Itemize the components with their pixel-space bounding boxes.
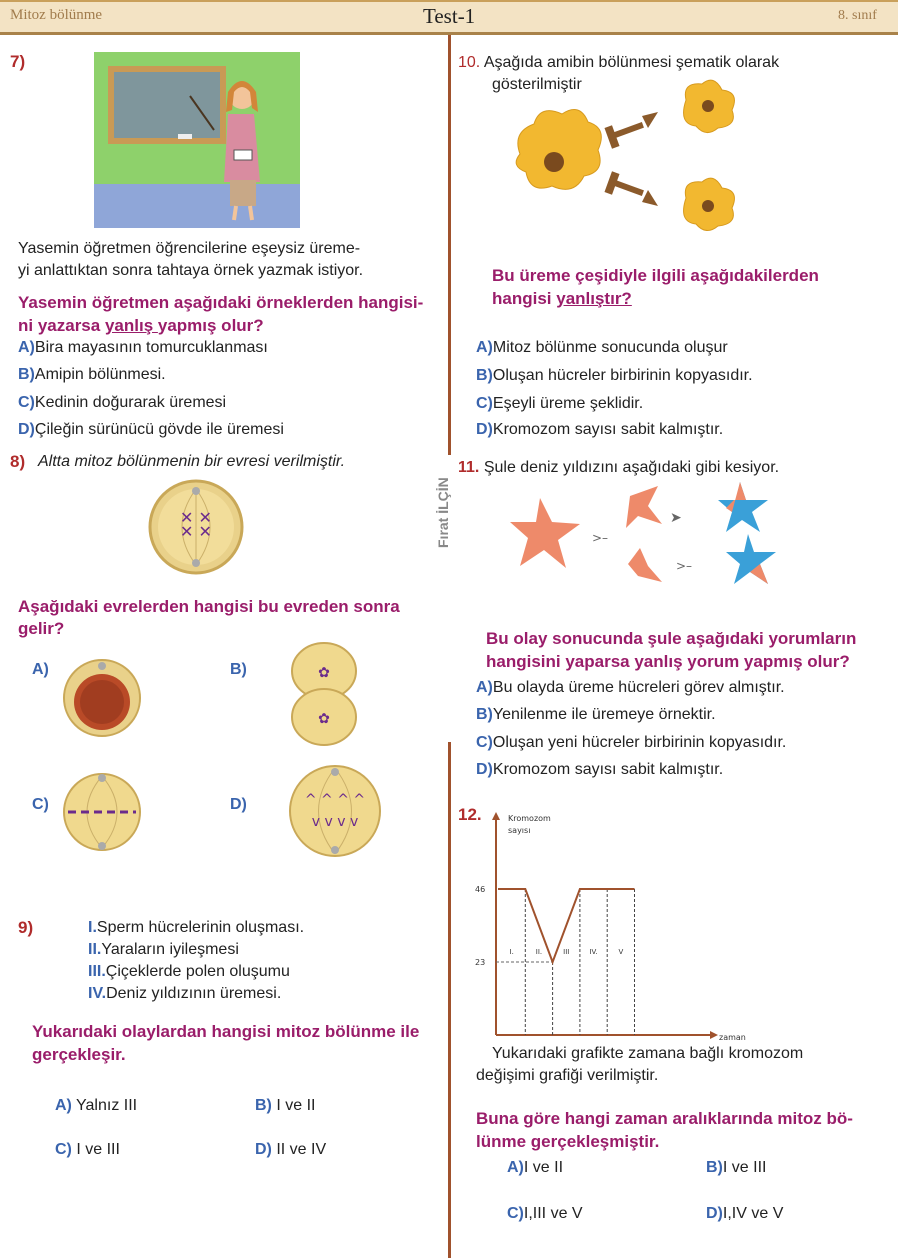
q11-question-1: Bu olay sonucunda şule aşağıdaki yorumların <box>486 629 857 648</box>
q8-number: 8) <box>10 452 26 471</box>
chart-interval-label: II. <box>535 948 543 956</box>
starfish-regeneration-image <box>510 478 780 598</box>
telophase-cell-image <box>289 641 359 747</box>
q11-question-2: hangisini yaparsa yanlış yorum yapmış olur? <box>486 652 850 671</box>
q7-question-2: ni yazarsa yanlış yapmış olur? <box>18 316 264 335</box>
q8-option-c[interactable]: C) <box>32 796 49 813</box>
q10-option-b[interactable]: B)Oluşan hücreler birbirinin kopyasıdır. <box>476 367 753 384</box>
q9-question-1: Yukarıdaki olaylardan hangisi mitoz bölünme ile <box>32 1022 420 1041</box>
q9-option-a[interactable]: A) Yalnız III <box>55 1097 138 1114</box>
q10-option-c[interactable]: C)Eşeyli üreme şeklidir. <box>476 395 644 412</box>
prophase-cell-image <box>62 658 142 738</box>
metaphase-plate-cell-image <box>62 772 142 852</box>
q9-question-2: gerçekleşir. <box>32 1045 126 1064</box>
q12-number: 12. <box>458 805 482 824</box>
chart-ylabel-2: sayısı <box>508 826 531 835</box>
q7-option-d[interactable]: D)Çileğin sürünücü gövde ile üremesi <box>18 421 284 438</box>
q9-item-2: II.Yaraların iyileşmesi <box>88 941 239 958</box>
amoeba-division-image <box>510 76 746 238</box>
q10-option-a[interactable]: A)Mitoz bölünme sonucunda oluşur <box>476 339 728 356</box>
author-name: Fırat İLÇİN <box>435 477 451 548</box>
q11-option-d[interactable]: D)Kromozom sayısı sabit kalmıştır. <box>476 761 724 778</box>
svg-text:➤: ➤ <box>670 510 682 526</box>
q10-question-1: Bu üreme çeşidiyle ilgili aşağıdakilerden <box>492 266 819 285</box>
q7-question-1: Yasemin öğretmen aşağıdaki örneklerden hangisi- <box>18 293 424 312</box>
q8-question-1: Aşağıdaki evrelerden hangisi bu evreden sonra <box>18 597 400 616</box>
q7-number: 7) <box>10 52 26 71</box>
svg-text:>–: >– <box>676 559 693 573</box>
anaphase-cell-image <box>288 764 382 858</box>
q8-text: Altta mitoz bölünmenin bir evresi verilmiştir. <box>38 453 346 470</box>
q7-option-c[interactable]: C)Kedinin doğurarak üremesi <box>18 394 227 411</box>
header-grade: 8. sınıf <box>838 8 877 23</box>
column-divider-top <box>448 35 451 455</box>
q12-option-c[interactable]: C)I,III ve V <box>507 1205 583 1222</box>
svg-text:✕ ✕: ✕ ✕ <box>180 508 212 527</box>
teacher-illustration <box>94 52 300 228</box>
q12-text-2: değişimi grafiği verilmiştir. <box>476 1067 659 1084</box>
svg-text:✿: ✿ <box>318 711 330 727</box>
svg-text:^ ^ ^ ^: ^ ^ ^ ^ <box>304 792 366 808</box>
header-title: Test-1 <box>423 4 476 28</box>
chromosome-chart <box>470 812 760 1042</box>
header-subject: Mitoz bölünme <box>10 7 103 23</box>
q12-option-d[interactable]: D)I,IV ve V <box>706 1205 784 1222</box>
chart-ytick-label: 46 <box>475 885 486 894</box>
q7-text-1: Yasemin öğretmen öğrencilerine eşeysiz üreme- <box>18 240 361 257</box>
q9-option-c[interactable]: C) I ve III <box>55 1141 120 1158</box>
chart-interval-label: I. <box>509 948 514 956</box>
chart-interval-label: V <box>618 948 624 956</box>
q12-question-2: lünme gerçekleşmiştir. <box>476 1132 660 1151</box>
column-divider-bottom <box>448 742 451 1258</box>
svg-text:v v v v: v v v v <box>311 814 359 830</box>
q9-item-4: IV.Deniz yıldızının üremesi. <box>88 985 282 1002</box>
q10-question-2: hangisi yanlıştır? <box>492 289 632 308</box>
q12-question-1: Buna göre hangi zaman aralıklarında mitoz bö- <box>476 1109 853 1128</box>
svg-text:✿: ✿ <box>318 665 330 681</box>
q9-item-3: III.Çiçeklerde polen oluşumu <box>88 963 290 980</box>
q10-text-1: 10. Aşağıda amibin bölünmesi şematik olarak <box>458 54 780 71</box>
q11-option-c[interactable]: C)Oluşan yeni hücreler birbirinin kopyasıdır. <box>476 734 787 751</box>
q12-option-b[interactable]: B)I ve III <box>706 1159 767 1176</box>
q9-item-1: I.Sperm hücrelerinin oluşması. <box>88 919 305 936</box>
q8-option-b[interactable]: B) <box>230 661 247 678</box>
q11-option-b[interactable]: B)Yenilenme ile üremeye örnektir. <box>476 706 716 723</box>
chart-ytick-label: 23 <box>475 958 486 967</box>
q11-text: 11. Şule deniz yıldızını aşağıdaki gibi kesiyor. <box>458 459 780 476</box>
chart-ylabel-1: Kromozom <box>508 814 551 823</box>
svg-text:✕ ✕: ✕ ✕ <box>180 522 212 541</box>
q7-option-a[interactable]: A)Bira mayasının tomurcuklanması <box>18 339 268 356</box>
svg-text:>–: >– <box>592 531 609 545</box>
chart-interval-label: III <box>563 948 570 956</box>
q9-option-d[interactable]: D) II ve IV <box>255 1141 327 1158</box>
q8-question-2: gelir? <box>18 619 65 638</box>
chart-interval-label: IV. <box>589 948 598 956</box>
q10-text-2: gösterilmiştir <box>492 76 582 93</box>
q12-option-a[interactable]: A)I ve II <box>507 1159 564 1176</box>
q9-number: 9) <box>18 918 34 937</box>
chart-xlabel: zaman <box>719 1033 746 1042</box>
q9-option-b[interactable]: B) I ve II <box>255 1097 316 1114</box>
metaphase-cell-image <box>148 479 244 575</box>
q12-text-1: Yukarıdaki grafikte zamana bağlı kromozom <box>492 1045 804 1062</box>
q8-option-a[interactable]: A) <box>32 661 49 678</box>
q7-option-b[interactable]: B)Amipin bölünmesi. <box>18 366 166 383</box>
q8-option-d[interactable]: D) <box>230 796 247 813</box>
q7-text-2: yi anlattıktan sonra tahtaya örnek yazmak istiyor. <box>18 262 364 279</box>
q10-option-d[interactable]: D)Kromozom sayısı sabit kalmıştır. <box>476 421 724 438</box>
q11-option-a[interactable]: A)Bu olayda üreme hücreleri görev almıştır. <box>476 679 785 696</box>
